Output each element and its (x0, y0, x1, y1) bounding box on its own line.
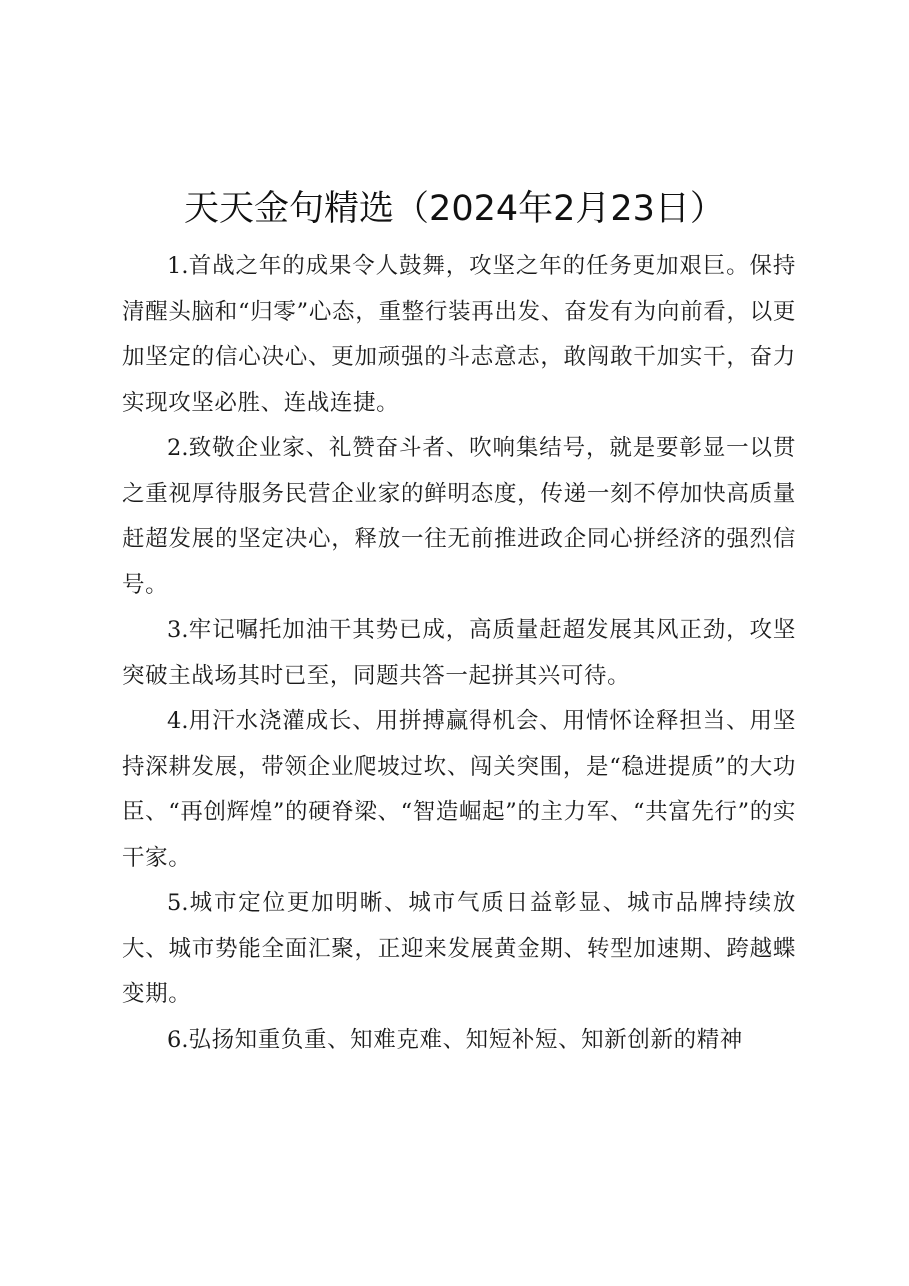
paragraph-text: 牢记嘱托加油干其势已成，高质量赶超发展其风正劲，攻坚突破主战场其时已至，同题共答一起拼其兴可待。 (122, 617, 796, 689)
paragraph-1 (122, 244, 796, 426)
paragraph-3 (122, 608, 796, 699)
paragraph-2 (122, 426, 796, 608)
paragraph-5 (122, 881, 796, 1018)
paragraph-4 (122, 699, 796, 881)
paragraph-number: 1. (167, 253, 189, 279)
paragraph-number: 4. (167, 708, 189, 734)
paragraph-number: 3. (167, 617, 189, 643)
paragraph-6 (122, 1018, 796, 1064)
paragraph-text: 城市定位更加明晰、城市气质日益彰显、城市品牌持续放大、城市势能全面汇聚，正迎来发展黄金期、转型加速期、跨越蝶变期。 (122, 890, 796, 1007)
paragraph-number: 5. (167, 890, 189, 916)
paragraph-text: 首战之年的成果令人鼓舞，攻坚之年的任务更加艰巨。保持清醒头脑和“归零”心态，重整行装再出发、奋发有为向前看，以更加坚定的信心决心、更加顽强的斗志意志，敢闯敢干加实干，奋力实现攻坚必胜、连战连捷。 (122, 253, 796, 416)
paragraph-number: 2. (167, 435, 189, 461)
paragraph-text: 致敬企业家、礼赞奋斗者、吹响集结号，就是要彰显一以贯之重视厚待服务民营企业家的鲜明态度，传递一刻不停加快高质量赶超发展的坚定决心，释放一往无前推进政企同心拼经济的强烈信号。 (122, 435, 796, 598)
paragraph-text: 弘扬知重负重、知难克难、知短补短、知新创新的精神 (188, 1026, 743, 1053)
paragraph-number: 6. (167, 1026, 189, 1053)
document-body (122, 244, 796, 1063)
document-title: 天天金句精选（2024年2月23日） (184, 189, 725, 230)
paragraph-text: 用汗水浇灌成长、用拼搏赢得机会、用情怀诠释担当、用坚持深耕发展，带领企业爬坡过坎、闯关突围，是“稳进提质”的大功臣、“再创辉煌”的硬脊梁、“智造崛起”的主力军、“共富先行”的实干家。 (122, 708, 796, 871)
